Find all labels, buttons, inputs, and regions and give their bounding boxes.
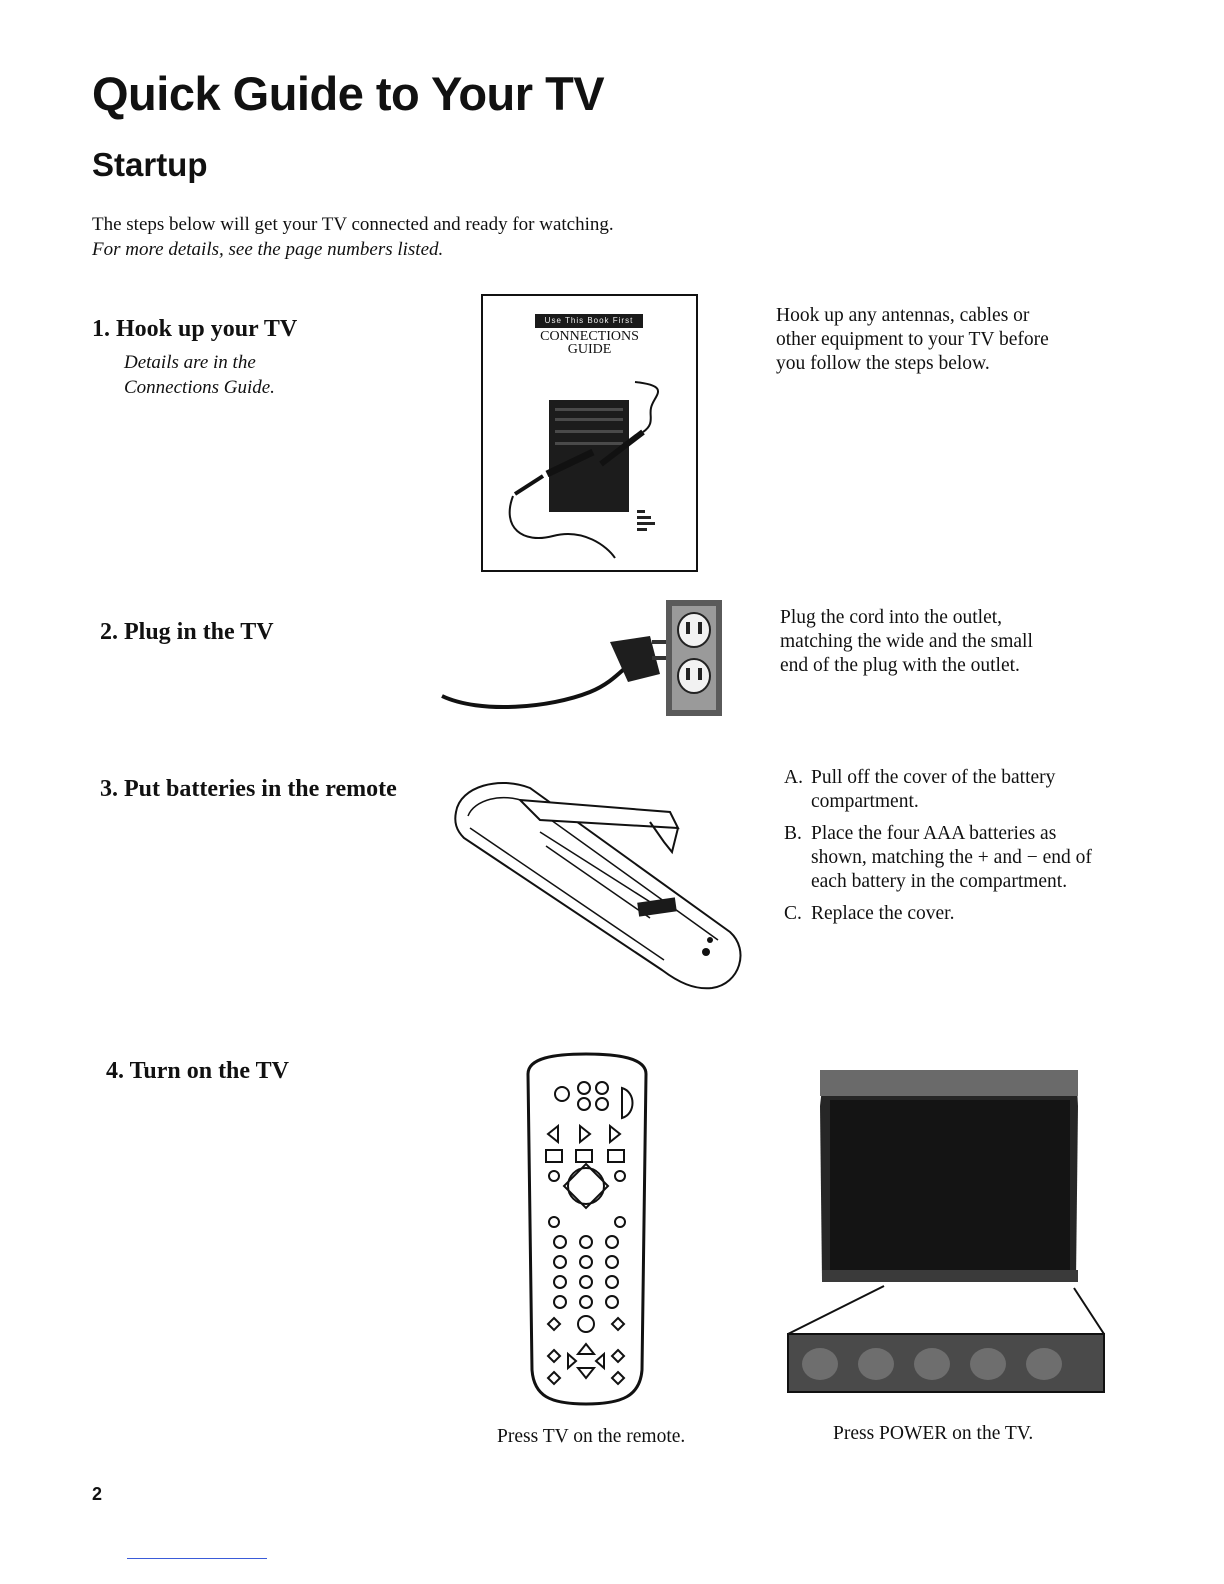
guide-title-line: CONNECTIONS — [540, 329, 639, 344]
step-3-item-letter: B. — [784, 823, 802, 844]
connections-guide-figure — [481, 294, 698, 572]
step-3-item-letter: C. — [784, 903, 802, 924]
intro-text — [92, 212, 614, 262]
tv-caption: Press POWER on the TV. — [833, 1423, 1034, 1444]
step-1-details — [124, 350, 275, 400]
step-2-heading: 2. Plug in the TV — [100, 619, 274, 645]
guide-cable-illustration — [483, 296, 696, 570]
section-title: Startup — [92, 146, 208, 183]
step-3-item-text: Place the four AAA batteries as shown, matching the + and − end of each battery in the compartment. — [811, 823, 1092, 892]
remote-caption: Press TV on the remote. — [497, 1426, 686, 1447]
step-1-details-line: Connections Guide. — [124, 377, 275, 398]
plug-outlet-illustration — [440, 596, 730, 718]
television-illustration — [786, 1066, 1106, 1396]
remote-battery-illustration — [450, 772, 750, 996]
step-1-description-line: Hook up any antennas, cables or — [776, 305, 1030, 326]
step-3-item-text: Pull off the cover of the battery compartment. — [811, 767, 1056, 812]
step-3-item-b — [784, 822, 1114, 894]
step-2-description — [780, 606, 1033, 678]
step-3-item-letter: A. — [784, 767, 803, 788]
page-title: Quick Guide to Your TV — [92, 67, 605, 120]
step-3-instructions — [784, 766, 1114, 934]
step-4-heading: 4. Turn on the TV — [106, 1058, 289, 1084]
step-1-description-line: other equipment to your TV before — [776, 329, 1049, 350]
tv-remote-illustration — [524, 1052, 650, 1408]
step-3-heading: 3. Put batteries in the remote — [100, 776, 397, 802]
step-2-description-line: Plug the cord into the outlet, — [780, 607, 1003, 628]
step-1-description — [776, 304, 1049, 376]
step-2-description-line: matching the wide and the small — [780, 631, 1033, 652]
intro-line: The steps below will get your TV connected and ready for watching. — [92, 214, 614, 235]
step-1-details-line: Details are in the — [124, 352, 256, 373]
intro-note: For more details, see the page numbers listed. — [92, 239, 444, 260]
step-1-description-line: you follow the steps below. — [776, 353, 990, 374]
guide-banner: Use This Book First — [535, 314, 643, 328]
step-3-item-a — [784, 766, 1114, 814]
step-2-description-line: end of the plug with the outlet. — [780, 655, 1020, 676]
footer-rule — [127, 1558, 267, 1559]
page-number: 2 — [92, 1484, 103, 1504]
guide-title-line: GUIDE — [567, 342, 612, 357]
step-1-heading: 1. Hook up your TV — [92, 316, 298, 342]
step-3-item-c — [784, 902, 1114, 926]
step-3-item-text: Replace the cover. — [811, 903, 955, 924]
